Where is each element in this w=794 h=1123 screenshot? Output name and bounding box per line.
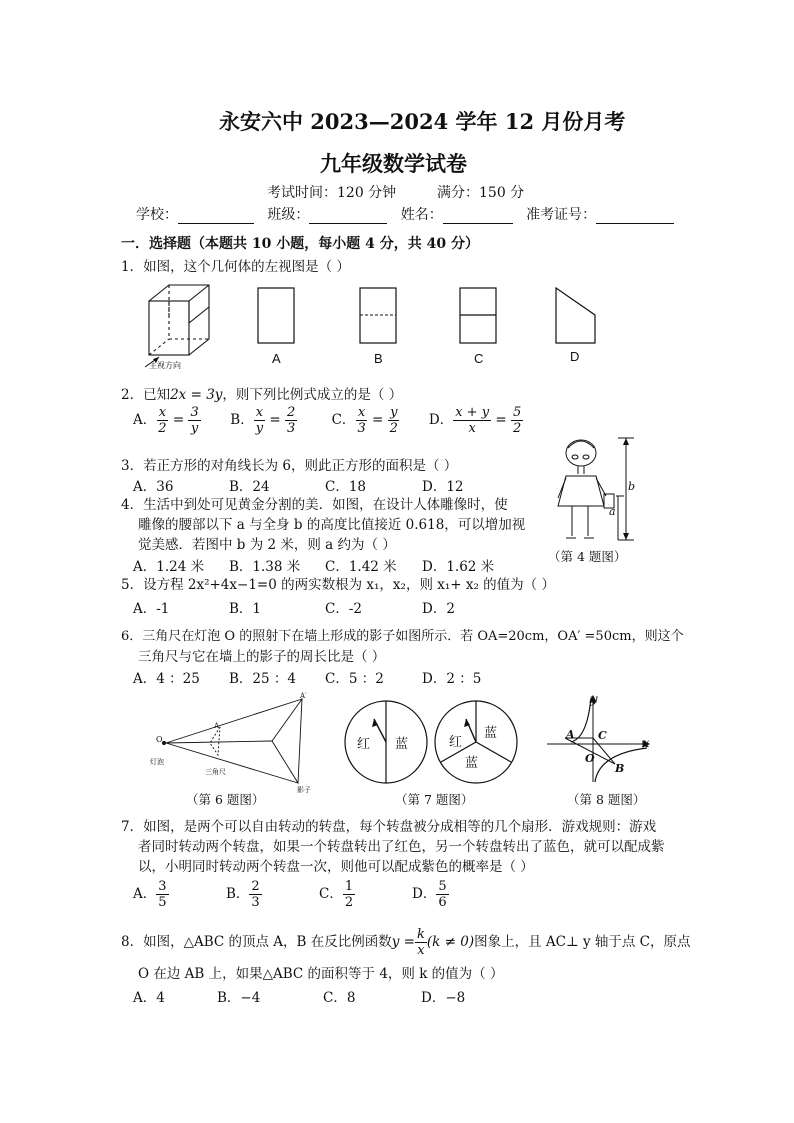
section-title: 一．选择题（本题共 10 小题，每小题 4 分，共 40 分） (121, 236, 479, 252)
q5-text: 5．设方程 2x²+4x−1=0 的两实数根为 x₁，x₂，则 x₁+ x₂ 的值为（ ） (121, 577, 555, 593)
name-field[interactable] (443, 223, 513, 224)
q1-solid-figure (141, 281, 231, 371)
q8-option-b[interactable]: B．−4 (217, 990, 261, 1006)
q8-text-line2: O 在边 AB 上，如果△ABC 的面积等于 4，则 k 的值为（ ） (138, 966, 504, 982)
q4-statue-figure (548, 436, 658, 546)
q1-option-c-figure (459, 287, 499, 347)
school-field[interactable] (178, 223, 254, 224)
info-fields-row (136, 204, 674, 224)
q7-right-blue-2: 蓝 (465, 756, 479, 771)
q6-option-d[interactable]: D．2 ：5 (422, 671, 482, 687)
q4-text-line1: 4．生活中到处可见黄金分割的美．如图，在设计人体雕像时，使 (121, 497, 508, 513)
q5-option-b[interactable]: B．1 (229, 601, 262, 617)
q3-option-c[interactable]: C．18 (325, 479, 367, 495)
q8-label-a: A (566, 728, 575, 741)
q3-text: 3．若正方形的对角线长为 6，则此正方形的面积是（ ） (121, 458, 458, 474)
q7-option-c[interactable]: C． $\frac{1}{2}$ (319, 879, 354, 910)
name-label: 姓名： (400, 207, 443, 223)
q7-spinner-left (343, 699, 429, 785)
exam-id-field[interactable] (596, 223, 674, 224)
q1-text: 1．如图，这个几何体的左视图是（ ） (121, 259, 350, 275)
q7-right-blue-1: 蓝 (484, 726, 498, 741)
q6-label-shadow: 影子 (297, 786, 311, 794)
q4-option-c[interactable]: C．1.42 米 (325, 559, 397, 575)
q6-options-row (133, 668, 481, 690)
q7-left-red: 红 (357, 737, 371, 752)
q2-options-row (133, 405, 523, 436)
q8-label-o: O (585, 752, 595, 765)
q6-option-b[interactable]: B．25 ：4 (229, 671, 296, 687)
q4-label-b: b (628, 480, 636, 493)
q8-label-x: x (642, 736, 650, 750)
q4-option-d[interactable]: D．1.62 米 (422, 559, 495, 575)
q6-option-c[interactable]: C．5 ：2 (325, 671, 384, 687)
q1-option-b[interactable]: B (374, 351, 383, 366)
q2-option-a[interactable]: A． $\frac{x}{2}$ = $\frac{3}{y}$ (133, 405, 199, 436)
q7-caption: （第 7 题图） (395, 792, 474, 807)
full-score: 满分：150 分 (437, 185, 525, 201)
q4-option-b[interactable]: B．1.38 米 (229, 559, 301, 575)
q5-options-row (133, 598, 455, 620)
q1-option-d-figure (555, 287, 600, 347)
q2-option-b[interactable]: B． $\frac{x}{y}$ = $\frac{2}{3}$ (230, 405, 296, 436)
q6-label-a: A (214, 722, 220, 730)
q8-label-y: y (590, 692, 597, 706)
q8-options-row (133, 987, 465, 1009)
q1-option-d[interactable]: D (570, 349, 580, 364)
q6-text-line2: 三角尺与它在墙上的影子的周长比是（ ） (138, 649, 386, 665)
q2-option-d[interactable]: D． $\frac{x + y}{x}$ = $\frac{5}{2}$ (428, 405, 522, 436)
q7-right-red: 红 (449, 735, 463, 750)
q6-figure (152, 697, 322, 792)
q5-option-a[interactable]: A．-1 (133, 601, 170, 617)
q3-option-a[interactable]: A．36 (133, 479, 174, 495)
q3-option-b[interactable]: B．24 (229, 479, 270, 495)
q4-option-a[interactable]: A．1.24 米 (133, 559, 205, 575)
q6-text-line1: 6．三角尺在灯泡 O 的照射下在墙上形成的影子如图所示．若 OA=20cm，OA′ =50cm，则这个 (121, 629, 684, 644)
q8-label-b: B (615, 762, 625, 775)
q8-caption: （第 8 题图） (567, 792, 646, 807)
q7-option-a[interactable]: A． $\frac{3}{5}$ (133, 879, 167, 910)
class-label: 班级： (267, 207, 310, 223)
q6-label-a-prime: A′ (300, 692, 307, 700)
q7-option-d[interactable]: D． $\frac{5}{6}$ (412, 879, 447, 910)
q4-caption: （第 4 题图） (548, 549, 627, 564)
q1-option-b-figure (359, 287, 399, 347)
q7-text-line2: 者同时转动两个转盘，如果一个转盘转出了红色，另一个转盘转出了蓝色，就可以配成紫 (138, 839, 665, 855)
q7-text-line1: 7．如图，是两个可以自由转动的转盘，每个转盘被分成相等的几个扇形．游戏规则：游戏 (121, 819, 657, 835)
q8-text-line1: 8．如图，△ABC 的顶点 A，B 在反比例函数y = $\frac{k}{x}$ (k ≠ 0)图象上，且 AC⊥ y 轴于点 C，原点 (121, 927, 691, 958)
q1-option-a-figure (257, 287, 297, 347)
q6-label-lamp: 灯泡 (150, 758, 164, 766)
q2-text: 2．已知2x = 3y，则下列比例式成立的是（ ） (121, 387, 403, 403)
q7-spinner-right (433, 699, 519, 785)
q4-text-line2: 雕像的腰部以下 a 与全身 b 的高度比值接近 0.618，可以增加视 (138, 517, 526, 533)
q1-view-direction-label: 主视方向 (149, 361, 181, 370)
q1-option-c[interactable]: C (474, 351, 484, 366)
q8-label-c: C (598, 729, 607, 742)
q8-option-c[interactable]: C．8 (323, 990, 356, 1006)
q2-option-c[interactable]: C． $\frac{x}{3}$ = $\frac{y}{2}$ (331, 405, 398, 436)
q6-label-ruler: 三角尺 (205, 768, 226, 776)
q4-label-a: a (609, 505, 616, 518)
q6-option-a[interactable]: A．4 ：25 (133, 671, 200, 687)
q6-label-o: O (156, 735, 163, 744)
exam-subtitle: 九年级数学试卷 (320, 151, 467, 176)
q5-option-c[interactable]: C．-2 (325, 601, 362, 617)
school-label: 学校： (136, 207, 178, 223)
q1-option-a[interactable]: A (272, 351, 281, 366)
q7-left-blue: 蓝 (395, 737, 409, 752)
q5-option-d[interactable]: D．2 (422, 601, 455, 617)
class-field[interactable] (309, 223, 387, 224)
q7-options-row (133, 879, 449, 910)
exam-time: 考试时间：120 分钟 (267, 185, 397, 201)
q8-option-a[interactable]: A．4 (133, 990, 165, 1006)
q7-option-b[interactable]: B． $\frac{2}{3}$ (226, 879, 260, 910)
q4-text-line3: 觉美感．若图中 b 为 2 米，则 a 约为（ ） (138, 537, 396, 553)
exam-id-label: 准考证号： (526, 207, 597, 223)
exam-title: 永安六中 2023—2024 学年 12 月份月考 (219, 109, 626, 134)
q3-option-d[interactable]: D．12 (422, 479, 464, 495)
q6-caption: （第 6 题图） (186, 792, 265, 807)
q7-text-line3: 以，小明同时转动两个转盘一次，则他可以配成紫色的概率是（ ） (138, 859, 534, 875)
q8-option-d[interactable]: D．−8 (421, 990, 466, 1006)
